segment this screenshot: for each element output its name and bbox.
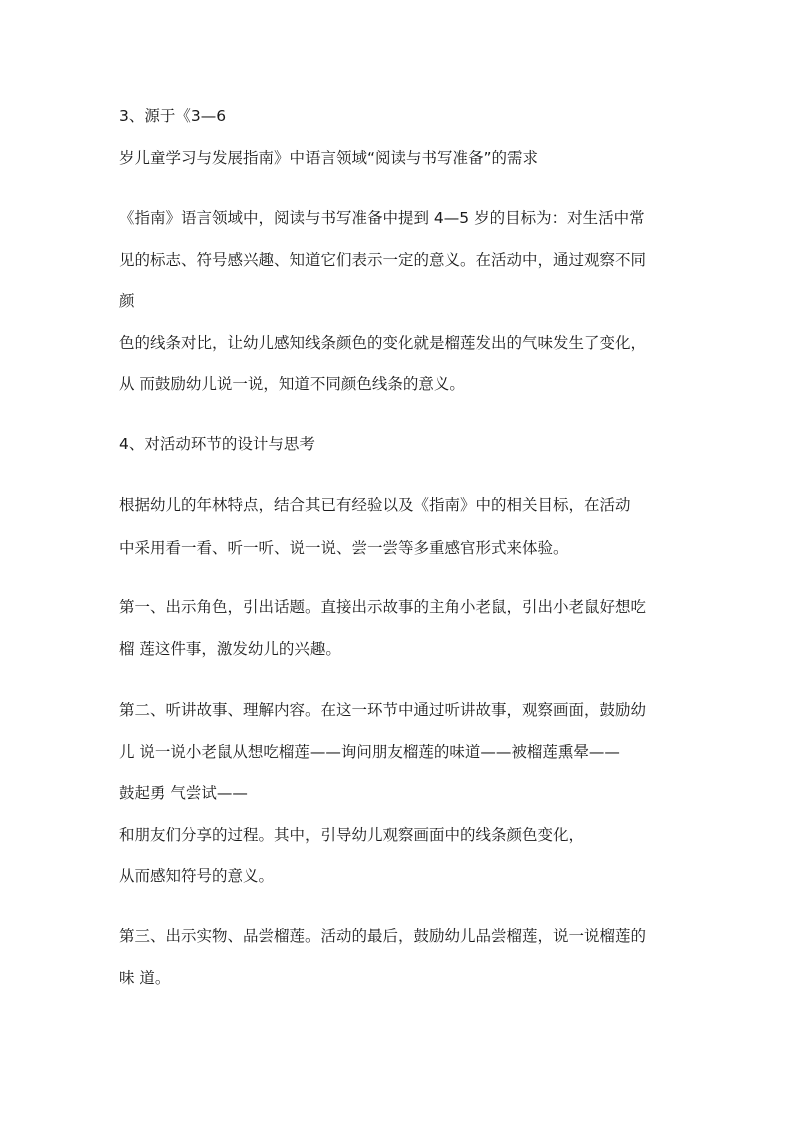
paragraph-line: 鼓起勇 气尝试——	[119, 784, 248, 802]
paragraph-line: 颜	[119, 292, 135, 310]
section-heading-4: 4、对活动环节的设计与思考	[119, 435, 315, 453]
paragraph-line: 见的标志、符号感兴趣、知道它们表示一定的意义。在活动中，通过观察不同	[119, 251, 647, 269]
paragraph-line: 第三、出示实物、品尝榴莲。活动的最后，鼓励幼儿品尝榴莲，说一说榴莲的	[119, 927, 647, 945]
paragraph-line: 第二、听讲故事、理解内容。在这一环节中通过听讲故事，观察画面，鼓励幼	[119, 701, 647, 719]
paragraph-line: 味 道。	[119, 969, 171, 987]
paragraph-line: 根据幼儿的年林特点，结合其已有经验以及《指南》中的相关目标，在活动	[119, 496, 631, 514]
section-heading-3: 3、源于《3—6	[119, 107, 227, 125]
paragraph-line: 中采用看一看、听一听、说一说、尝一尝等多重感官形式来体验。	[119, 539, 569, 557]
paragraph-line: 《指南》语言领域中，阅读与书写准备中提到 4—5 岁的目标为：对生活中常	[119, 209, 645, 227]
paragraph-line: 和朋友们分享的过程。其中，引导幼儿观察画面中的线条颜色变化，	[119, 826, 585, 844]
paragraph-line: 榴 莲这件事，激发幼儿的兴趣。	[119, 640, 341, 658]
paragraph-line: 儿 说一说小老鼠从想吃榴莲——询问朋友榴莲的味道——被榴莲熏晕——	[119, 743, 620, 761]
section-heading-3-continued: 岁儿童学习与发展指南》中语言领域“阅读与书写准备”的需求	[119, 149, 539, 167]
paragraph-line: 从 而鼓励幼儿说一说，知道不同颜色线条的意义。	[119, 375, 465, 393]
paragraph-line: 第一、出示角色，引出话题。直接出示故事的主角小老鼠，引出小老鼠好想吃	[119, 598, 647, 616]
paragraph-line: 从而感知符号的意义。	[119, 867, 275, 885]
paragraph-line: 色的线条对比，让幼儿感知线条颜色的变化就是榴莲发出的气味发生了变化，	[119, 334, 647, 352]
